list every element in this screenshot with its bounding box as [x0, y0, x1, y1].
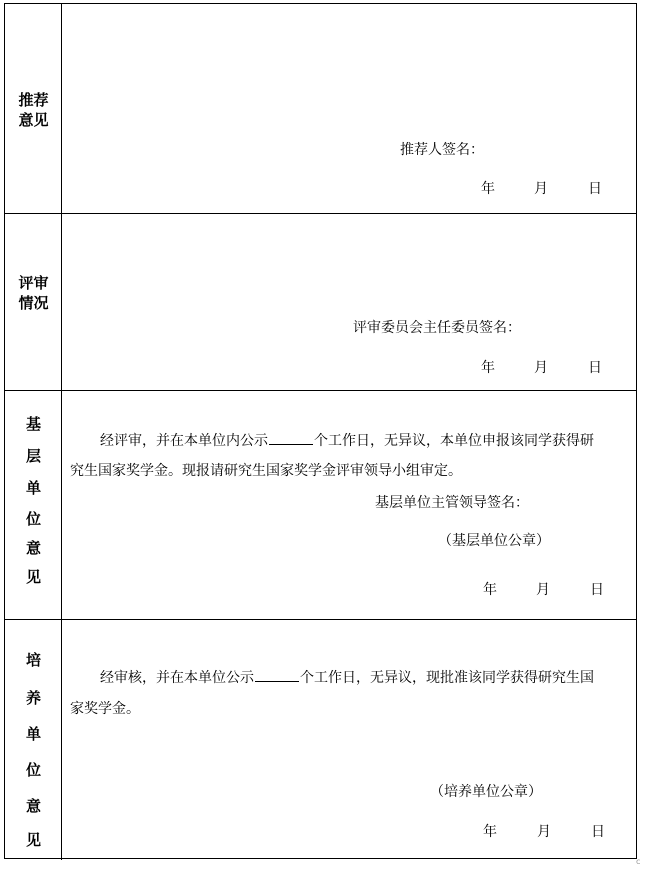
- grassroots-date-day: 日: [590, 582, 604, 598]
- grassroots-label-char-6: 见: [25, 568, 41, 586]
- review-label-line-2: 情况: [18, 294, 49, 312]
- recommend-label: [5, 4, 62, 213]
- training-label-char-2: 养: [25, 689, 41, 707]
- training-para-text-b: 个工作日，无异议，现批准该同学获得研究生国: [300, 670, 594, 686]
- grassroots-paragraph-line-2: 究生国家奖学金。现报请研究生国家奖学金评审领导小组审定。: [70, 463, 462, 479]
- recommend-date-month: 月: [534, 181, 548, 197]
- training-label-char-6: 见: [25, 831, 41, 849]
- recommender-signature-label: 推荐人签名：: [400, 142, 484, 158]
- grassroots-seal-label: （基层单位公章）: [438, 533, 550, 549]
- corner-mark: c: [636, 857, 641, 866]
- training-label-char-3: 单: [25, 725, 41, 743]
- recommend-date-year: 年: [481, 181, 495, 197]
- grassroots-date-year: 年: [483, 582, 497, 598]
- recommend-label-line-2: 意见: [18, 111, 49, 129]
- grassroots-para-text-a: 经评审，并在本单位内公示: [100, 433, 268, 449]
- grassroots-section: [5, 391, 636, 620]
- review-date-day: 日: [588, 360, 602, 376]
- grassroots-content: [62, 391, 636, 619]
- grassroots-paragraph-line-1: [100, 431, 594, 450]
- training-content: [62, 620, 636, 860]
- training-date-month: 月: [537, 824, 551, 840]
- recommend-label-line-1: 推荐: [18, 91, 49, 109]
- review-section: [5, 214, 636, 391]
- review-content: [62, 214, 636, 390]
- scholarship-opinion-form: [4, 3, 637, 859]
- grassroots-label-char-4: 位: [25, 510, 41, 528]
- review-label-line-1: 评审: [18, 274, 49, 292]
- training-paragraph-line-2: 家奖学金。: [70, 701, 140, 717]
- training-publicity-days-blank[interactable]: [255, 668, 299, 682]
- training-para-text-a: 经审核，并在本单位公示: [100, 670, 254, 686]
- training-section: [5, 620, 636, 860]
- training-label-char-5: 意: [25, 797, 41, 815]
- training-date-year: 年: [483, 824, 497, 840]
- recommend-content: [62, 4, 636, 213]
- grassroots-date-month: 月: [536, 582, 550, 598]
- training-paragraph-line-1: [100, 668, 594, 687]
- training-seal-label: （培养单位公章）: [430, 784, 542, 800]
- grassroots-label-char-5: 意: [25, 539, 41, 557]
- review-date-year: 年: [481, 360, 495, 376]
- training-date-day: 日: [591, 824, 605, 840]
- grassroots-label-char-2: 层: [25, 447, 41, 465]
- recommend-section: [5, 4, 636, 214]
- grassroots-label-char-1: 基: [25, 415, 41, 433]
- grassroots-leader-signature-label: 基层单位主管领导签名：: [375, 495, 529, 511]
- grassroots-para-text-b: 个工作日，无异议，本单位申报该同学获得研: [314, 433, 594, 449]
- grassroots-label-char-3: 单: [25, 479, 41, 497]
- training-label: [5, 620, 62, 860]
- training-label-char-4: 位: [25, 761, 41, 779]
- grassroots-label: [5, 391, 62, 619]
- recommend-date-day: 日: [588, 181, 602, 197]
- training-label-char-1: 培: [25, 651, 41, 669]
- review-date-month: 月: [534, 360, 548, 376]
- review-label: [5, 214, 62, 390]
- publicity-days-blank[interactable]: [269, 431, 313, 445]
- committee-chair-signature-label: 评审委员会主任委员签名：: [353, 320, 521, 336]
